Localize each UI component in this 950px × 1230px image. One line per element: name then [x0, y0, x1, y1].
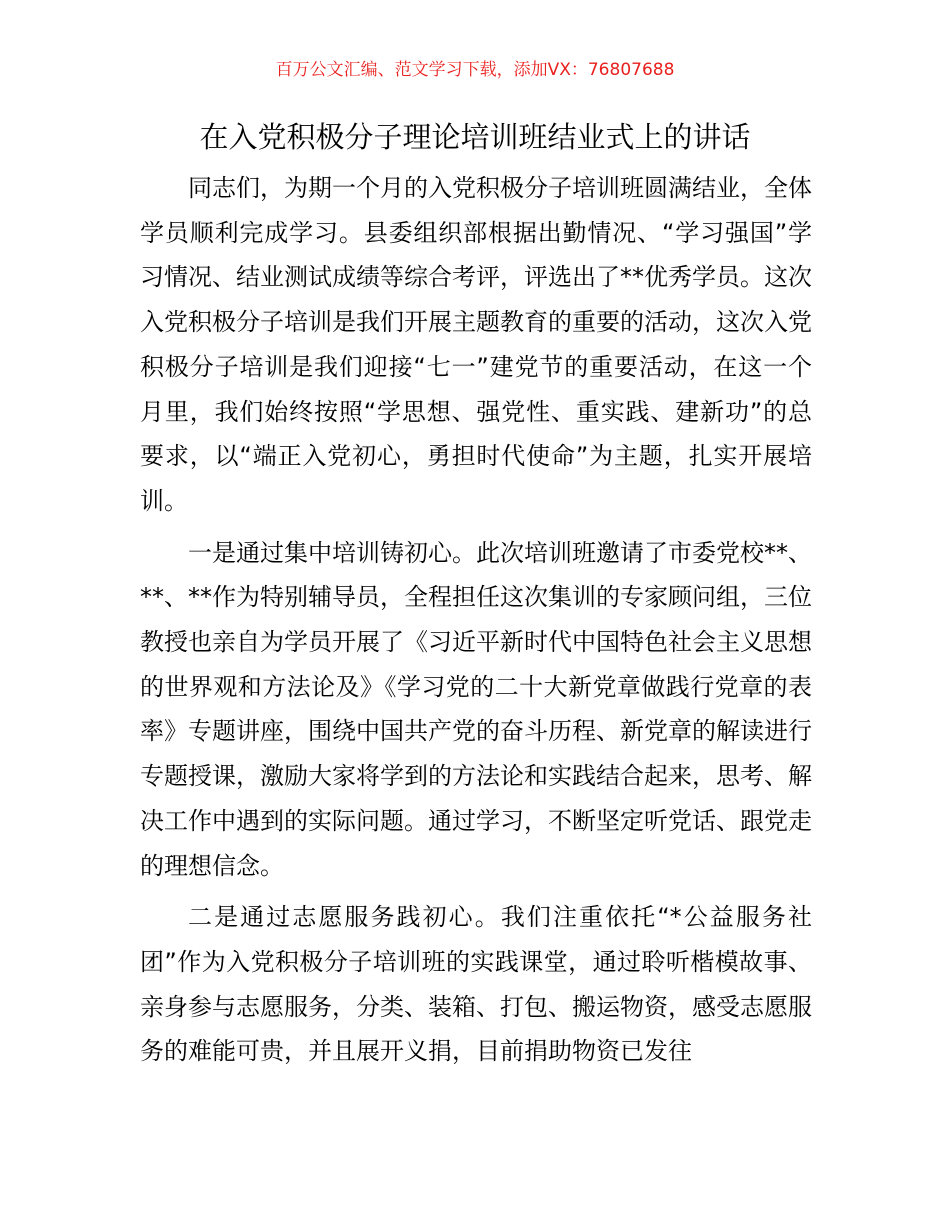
header-watermark-text: 百万公文汇编、范文学习下载，添加VX：76807688 — [275, 60, 675, 80]
paragraph-intro: 同志们，为期一个月的入党积极分子培训班圆满结业，全体学员顺利完成学习。县委组织部根据出勤情况、“学习强国”学习情况、结业测试成绩等综合考评，评选出了**优秀学员。这次入党积极分子培训是我们开展主题教育的重要的活动，这次入党积极分子培训是我们迎接“七一”建党节的重要活动，在这一个月里，我们始终按照“学思想、强党性、重实践、建新功”的总要求，以“端正入党初心，勇担时代使命”为主题，扎实开展培训。 — [140, 174, 812, 515]
document-body — [140, 166, 812, 1081]
paragraph-point-two: 二是通过志愿服务践初心。我们注重依托“*公益服务社团”作为入党积极分子培训班的实践课堂，通过聆听楷模故事、亲身参与志愿服务，分类、装箱、打包、搬运物资，感受志愿服务的难能可贵，并且展开义捐，目前捐助物资已发往 — [140, 903, 812, 1066]
document-title: 在入党积极分子理论培训班结业式上的讲话 — [199, 120, 751, 154]
paragraph-point-one: 一是通过集中培训铸初心。此次培训班邀请了市委党校**、**、**作为特别辅导员，全程担任这次集训的专家顾问组，三位教授也亲自为学员开展了《习近平新时代中国特色社会主义思想的世界观和方法论及》《学习党的二十大新党章做践行党章的表率》专题讲座，围绕中国共产党的奋斗历程、新党章的解读进行专题授课，激励大家将学到的方法论和实践结合起来，思考、解决工作中遇到的实际问题。通过学习，不断坚定听党话、跟党走的理想信念。 — [140, 538, 812, 880]
